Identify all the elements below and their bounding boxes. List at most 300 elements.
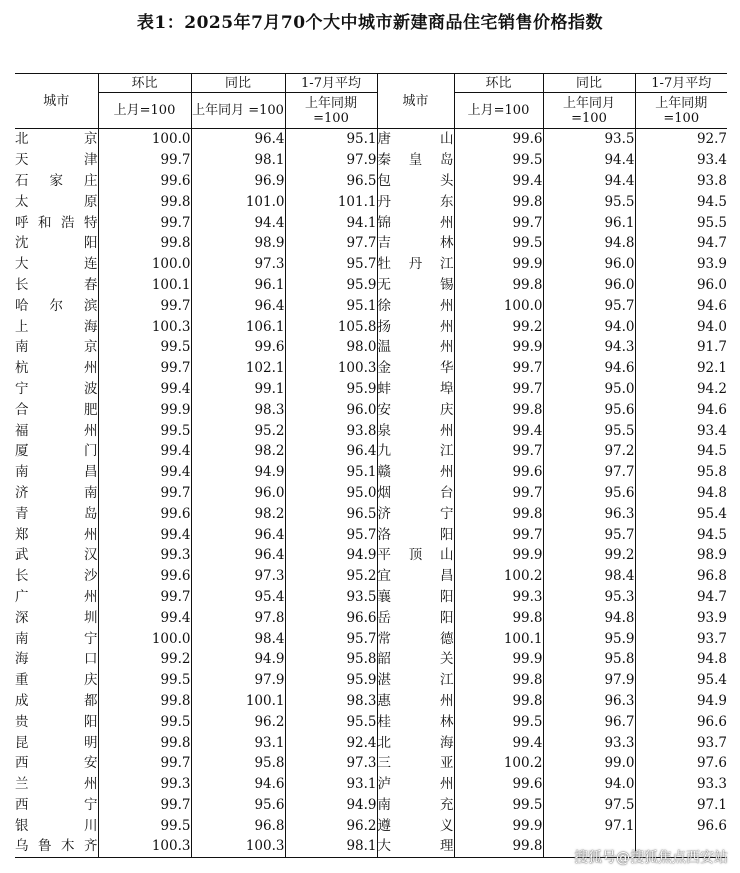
table-row	[15, 379, 727, 400]
mom-right-cell: 99.7	[454, 358, 543, 379]
city-left-cell: 济南	[15, 484, 98, 501]
avg-right-cell: 94.7	[635, 587, 727, 608]
yoy-header-left: 同比	[191, 74, 285, 93]
mom-right-cell: 99.5	[454, 795, 543, 816]
avg-left-cell: 97.9	[285, 150, 377, 171]
city-right-cell: 惠州	[377, 691, 454, 712]
mom-right-cell: 99.3	[454, 587, 543, 608]
mom-right-cell: 99.5	[454, 150, 543, 171]
table-row	[15, 441, 727, 462]
city-right-cell: 大理	[377, 836, 454, 857]
yoy-right-cell: 96.7	[543, 711, 635, 732]
yoy-right-cell: 96.1	[543, 212, 635, 233]
yoy-right-cell: 95.9	[543, 628, 635, 649]
avg-left-cell: 98.3	[285, 691, 377, 712]
yoy-right-cell: 95.6	[543, 483, 635, 504]
yoy-right-cell: 95.6	[543, 399, 635, 420]
yoy-right-cell: 97.7	[543, 462, 635, 483]
city-left-cell: 南京	[15, 339, 98, 356]
city-right-cell: 温州	[377, 337, 454, 358]
avg-left-cell: 95.8	[285, 649, 377, 670]
table-row	[15, 316, 727, 337]
city-left-cell: 宁波	[15, 380, 98, 397]
city-right-cell: 九江	[377, 441, 454, 462]
table-row	[15, 711, 727, 732]
avg-left-cell: 95.9	[285, 379, 377, 400]
mom-right-cell: 100.0	[454, 295, 543, 316]
city-right-cell: 泉州	[377, 420, 454, 441]
yoy-left-cell: 94.4	[191, 212, 285, 233]
mom-left-cell: 99.5	[98, 670, 191, 691]
mom-left-cell: 100.0	[98, 129, 191, 150]
city-right-cell: 泸州	[377, 774, 454, 795]
avg-right-cell: 94.6	[635, 295, 727, 316]
mom-right-cell: 99.9	[454, 815, 543, 836]
table-row	[15, 795, 727, 816]
city-left-cell: 长春	[15, 276, 98, 293]
avg-right-cell: 93.9	[635, 254, 727, 275]
mom-right-cell: 99.7	[454, 441, 543, 462]
city-right-cell: 牡丹江	[377, 254, 454, 275]
yoy-right-cell: 94.8	[543, 607, 635, 628]
yoy-header-right: 同比	[543, 74, 635, 93]
city-left-cell: 乌鲁木齐	[15, 836, 98, 857]
yoy-left-cell: 99.1	[191, 379, 285, 400]
avg-header-right: 1-7月平均	[635, 74, 727, 93]
table-row	[15, 691, 727, 712]
yoy-right-cell: 98.4	[543, 566, 635, 587]
mom-left-cell: 99.7	[98, 358, 191, 379]
table-row	[15, 815, 727, 836]
avg-left-cell: 105.8	[285, 316, 377, 337]
avg-left-cell: 94.9	[285, 545, 377, 566]
yoy-right-cell: 94.6	[543, 358, 635, 379]
mom-left-cell: 99.4	[98, 462, 191, 483]
mom-right-cell: 99.9	[454, 337, 543, 358]
avg-left-cell: 92.4	[285, 732, 377, 753]
avg-left-cell: 95.2	[285, 566, 377, 587]
yoy-left-cell: 101.0	[191, 191, 285, 212]
mom-left-cell: 99.7	[98, 753, 191, 774]
yoy-left-cell: 102.1	[191, 358, 285, 379]
mom-right-cell: 99.8	[454, 503, 543, 524]
yoy-left-cell: 95.2	[191, 420, 285, 441]
city-right-cell: 遵义	[377, 815, 454, 836]
mom-left-cell: 100.0	[98, 628, 191, 649]
avg-subheader-left: 上年同期 =100	[285, 93, 377, 129]
yoy-left-cell: 98.4	[191, 628, 285, 649]
avg-right-cell: 95.8	[635, 462, 727, 483]
city-column-header-right: 城市	[377, 74, 454, 129]
avg-header-left: 1-7月平均	[285, 74, 377, 93]
avg-right-cell: 95.4	[635, 670, 727, 691]
avg-right-cell: 93.7	[635, 628, 727, 649]
yoy-right-cell: 95.5	[543, 420, 635, 441]
yoy-right-cell: 96.0	[543, 254, 635, 275]
avg-left-cell: 98.0	[285, 337, 377, 358]
avg-left-cell: 95.7	[285, 254, 377, 275]
avg-right-cell: 93.8	[635, 171, 727, 192]
mom-left-cell: 100.0	[98, 254, 191, 275]
city-left-cell: 福州	[15, 422, 98, 439]
avg-right-cell: 97.1	[635, 795, 727, 816]
yoy-left-cell: 95.4	[191, 587, 285, 608]
table-row	[15, 191, 727, 212]
city-left-cell: 银川	[15, 817, 98, 834]
mom-left-cell: 99.5	[98, 815, 191, 836]
city-left-cell: 合肥	[15, 401, 98, 418]
table-row	[15, 607, 727, 628]
yoy-right-cell: 95.3	[543, 587, 635, 608]
mom-right-cell: 99.7	[454, 379, 543, 400]
yoy-left-cell: 98.2	[191, 441, 285, 462]
avg-right-cell: 96.0	[635, 275, 727, 296]
yoy-left-cell: 96.9	[191, 171, 285, 192]
city-right-cell: 桂林	[377, 711, 454, 732]
avg-subheader-right: 上年同期 =100	[635, 93, 727, 129]
city-left-cell: 广州	[15, 588, 98, 605]
table-row	[15, 753, 727, 774]
yoy-subheader-right: 上年同月 =100	[543, 93, 635, 129]
yoy-left-cell: 96.1	[191, 275, 285, 296]
city-left-cell: 长沙	[15, 568, 98, 585]
mom-left-cell: 99.4	[98, 524, 191, 545]
mom-right-cell: 100.1	[454, 628, 543, 649]
price-index-table	[15, 73, 727, 858]
mom-left-cell: 99.5	[98, 420, 191, 441]
city-right-cell: 扬州	[377, 316, 454, 337]
avg-left-cell: 93.5	[285, 587, 377, 608]
city-right-cell: 唐山	[377, 129, 454, 150]
mom-header-right: 环比	[454, 74, 543, 93]
yoy-left-cell: 96.4	[191, 524, 285, 545]
city-left-cell: 呼和浩特	[15, 214, 98, 231]
mom-left-cell: 99.3	[98, 774, 191, 795]
mom-right-cell: 99.6	[454, 462, 543, 483]
city-right-cell: 徐州	[377, 295, 454, 316]
table-row	[15, 649, 727, 670]
avg-left-cell: 95.1	[285, 462, 377, 483]
table-row	[15, 732, 727, 753]
table-body	[15, 129, 727, 858]
avg-left-cell: 95.7	[285, 628, 377, 649]
table-row	[15, 483, 727, 504]
mom-left-cell: 99.7	[98, 150, 191, 171]
mom-right-cell: 99.8	[454, 399, 543, 420]
table-row	[15, 545, 727, 566]
yoy-left-cell: 96.0	[191, 483, 285, 504]
yoy-left-cell: 98.2	[191, 503, 285, 524]
avg-right-cell: 95.4	[635, 503, 727, 524]
yoy-left-cell: 96.4	[191, 295, 285, 316]
mom-right-cell: 99.9	[454, 545, 543, 566]
avg-right-cell: 94.5	[635, 191, 727, 212]
mom-header-left: 环比	[98, 74, 191, 93]
yoy-right-cell: 95.8	[543, 649, 635, 670]
mom-right-cell: 99.9	[454, 649, 543, 670]
avg-left-cell: 96.5	[285, 503, 377, 524]
city-right-cell: 锦州	[377, 212, 454, 233]
mom-left-cell: 100.3	[98, 836, 191, 857]
yoy-left-cell: 100.3	[191, 836, 285, 857]
mom-left-cell: 99.8	[98, 191, 191, 212]
avg-left-cell: 96.6	[285, 607, 377, 628]
yoy-left-cell: 97.3	[191, 566, 285, 587]
yoy-left-cell: 100.1	[191, 691, 285, 712]
mom-left-cell: 99.6	[98, 503, 191, 524]
mom-left-cell: 99.9	[98, 399, 191, 420]
avg-right-cell: 98.9	[635, 545, 727, 566]
table-row	[15, 129, 727, 150]
yoy-right-cell: 94.0	[543, 316, 635, 337]
city-left-cell: 南宁	[15, 630, 98, 647]
yoy-left-cell: 97.9	[191, 670, 285, 691]
avg-left-cell: 96.5	[285, 171, 377, 192]
yoy-right-cell: 94.4	[543, 171, 635, 192]
mom-left-cell: 99.4	[98, 441, 191, 462]
city-right-cell: 蚌埠	[377, 379, 454, 400]
yoy-left-cell: 93.1	[191, 732, 285, 753]
city-left-cell: 西安	[15, 755, 98, 772]
yoy-right-cell: 97.2	[543, 441, 635, 462]
table-row	[15, 254, 727, 275]
table-row	[15, 358, 727, 379]
avg-left-cell: 101.1	[285, 191, 377, 212]
mom-left-cell: 99.8	[98, 732, 191, 753]
mom-right-cell: 99.6	[454, 774, 543, 795]
yoy-right-cell: 95.7	[543, 295, 635, 316]
city-left-cell: 重庆	[15, 672, 98, 689]
yoy-right-cell: 95.0	[543, 379, 635, 400]
city-left-cell: 海口	[15, 651, 98, 668]
yoy-left-cell: 98.9	[191, 233, 285, 254]
table-row	[15, 150, 727, 171]
yoy-right-cell: 95.5	[543, 191, 635, 212]
city-right-cell: 赣州	[377, 462, 454, 483]
city-left-cell: 昆明	[15, 734, 98, 751]
mom-left-cell: 99.6	[98, 171, 191, 192]
city-left-cell: 厦门	[15, 443, 98, 460]
yoy-left-cell: 96.2	[191, 711, 285, 732]
avg-right-cell: 96.6	[635, 711, 727, 732]
mom-right-cell: 99.8	[454, 691, 543, 712]
city-left-cell: 天津	[15, 152, 98, 169]
avg-right-cell: 94.0	[635, 316, 727, 337]
city-column-header-left: 城市	[15, 74, 98, 129]
avg-left-cell: 100.3	[285, 358, 377, 379]
mom-right-cell: 99.4	[454, 420, 543, 441]
yoy-right-cell: 93.3	[543, 732, 635, 753]
city-left-cell: 西宁	[15, 796, 98, 813]
yoy-right-cell: 94.0	[543, 774, 635, 795]
avg-left-cell: 94.1	[285, 212, 377, 233]
yoy-left-cell: 95.8	[191, 753, 285, 774]
avg-left-cell: 97.7	[285, 233, 377, 254]
city-left-cell: 南昌	[15, 464, 98, 481]
avg-left-cell: 98.1	[285, 836, 377, 857]
city-left-cell: 武汉	[15, 547, 98, 564]
city-left-cell: 兰州	[15, 776, 98, 793]
avg-right-cell: 92.1	[635, 358, 727, 379]
city-right-cell: 襄阳	[377, 587, 454, 608]
avg-right-cell: 94.8	[635, 649, 727, 670]
yoy-right-cell: 94.3	[543, 337, 635, 358]
yoy-right-cell: 97.1	[543, 815, 635, 836]
yoy-left-cell: 94.9	[191, 462, 285, 483]
yoy-subheader-left: 上年同月 =100	[191, 93, 285, 129]
avg-right-cell: 96.8	[635, 566, 727, 587]
mom-left-cell: 99.8	[98, 233, 191, 254]
city-left-cell: 杭州	[15, 360, 98, 377]
avg-left-cell: 95.9	[285, 275, 377, 296]
mom-left-cell: 99.3	[98, 545, 191, 566]
avg-left-cell: 95.7	[285, 524, 377, 545]
yoy-left-cell: 106.1	[191, 316, 285, 337]
city-left-cell: 上海	[15, 318, 98, 335]
mom-right-cell: 99.8	[454, 191, 543, 212]
yoy-left-cell: 94.6	[191, 774, 285, 795]
city-right-cell: 北海	[377, 732, 454, 753]
yoy-right-cell: 96.3	[543, 691, 635, 712]
yoy-right-cell: 97.9	[543, 670, 635, 691]
avg-right-cell: 95.5	[635, 212, 727, 233]
avg-right-cell: 94.5	[635, 524, 727, 545]
mom-right-cell: 99.9	[454, 254, 543, 275]
mom-left-cell: 100.1	[98, 275, 191, 296]
table-row	[15, 212, 727, 233]
avg-right-cell: 97.6	[635, 753, 727, 774]
mom-right-cell: 99.8	[454, 670, 543, 691]
avg-right-cell: 93.4	[635, 150, 727, 171]
yoy-left-cell: 97.3	[191, 254, 285, 275]
avg-right-cell: 94.7	[635, 233, 727, 254]
yoy-left-cell: 96.4	[191, 129, 285, 150]
table-row	[15, 628, 727, 649]
table-row	[15, 399, 727, 420]
avg-left-cell: 95.0	[285, 483, 377, 504]
city-right-cell: 无锡	[377, 275, 454, 296]
yoy-left-cell: 95.6	[191, 795, 285, 816]
mom-subheader-left: 上月=100	[98, 93, 191, 129]
avg-left-cell: 96.4	[285, 441, 377, 462]
avg-right-cell: 96.6	[635, 815, 727, 836]
mom-left-cell: 100.3	[98, 316, 191, 337]
avg-right-cell: 93.4	[635, 420, 727, 441]
yoy-left-cell: 96.8	[191, 815, 285, 836]
avg-left-cell: 94.9	[285, 795, 377, 816]
avg-right-cell: 93.3	[635, 774, 727, 795]
yoy-right-cell: 96.3	[543, 503, 635, 524]
mom-right-cell: 99.7	[454, 483, 543, 504]
city-right-cell: 金华	[377, 358, 454, 379]
avg-right-cell: 91.7	[635, 337, 727, 358]
table-row	[15, 774, 727, 795]
yoy-right-cell: 93.5	[543, 129, 635, 150]
avg-right-cell: 94.2	[635, 379, 727, 400]
avg-left-cell: 95.1	[285, 295, 377, 316]
city-right-cell: 洛阳	[377, 524, 454, 545]
table-row	[15, 171, 727, 192]
avg-left-cell: 95.1	[285, 129, 377, 150]
city-right-cell: 三亚	[377, 753, 454, 774]
yoy-left-cell: 98.1	[191, 150, 285, 171]
table-row	[15, 275, 727, 296]
mom-left-cell: 99.7	[98, 587, 191, 608]
yoy-right-cell: 96.0	[543, 275, 635, 296]
yoy-right-cell: 95.7	[543, 524, 635, 545]
mom-left-cell: 99.4	[98, 607, 191, 628]
city-left-cell: 大连	[15, 256, 98, 273]
avg-left-cell: 93.1	[285, 774, 377, 795]
city-right-cell: 安庆	[377, 399, 454, 420]
avg-left-cell: 95.5	[285, 711, 377, 732]
mom-left-cell: 99.5	[98, 711, 191, 732]
yoy-left-cell: 99.6	[191, 337, 285, 358]
city-right-cell: 烟台	[377, 483, 454, 504]
watermark: 搜狐号@搜狐焦点西安站	[574, 850, 728, 866]
mom-left-cell: 99.8	[98, 691, 191, 712]
mom-right-cell: 100.2	[454, 753, 543, 774]
avg-right-cell: 94.5	[635, 441, 727, 462]
city-right-cell: 岳阳	[377, 607, 454, 628]
yoy-right-cell: 97.5	[543, 795, 635, 816]
yoy-right-cell: 94.8	[543, 233, 635, 254]
yoy-left-cell: 94.9	[191, 649, 285, 670]
avg-right-cell: 93.9	[635, 607, 727, 628]
yoy-left-cell: 97.8	[191, 607, 285, 628]
yoy-left-cell: 98.3	[191, 399, 285, 420]
avg-right-cell: 93.7	[635, 732, 727, 753]
table-title: 表1：2025年7月70个大中城市新建商品住宅销售价格指数	[136, 13, 604, 33]
table-row	[15, 233, 727, 254]
mom-right-cell: 99.7	[454, 524, 543, 545]
mom-right-cell: 99.6	[454, 129, 543, 150]
avg-left-cell: 93.8	[285, 420, 377, 441]
table-row	[15, 524, 727, 545]
avg-left-cell: 97.3	[285, 753, 377, 774]
city-right-cell: 南充	[377, 795, 454, 816]
mom-right-cell: 99.4	[454, 171, 543, 192]
city-left-cell: 石家庄	[15, 172, 98, 189]
table-row	[15, 503, 727, 524]
city-right-cell: 韶关	[377, 649, 454, 670]
table-row	[15, 566, 727, 587]
table-row	[15, 462, 727, 483]
yoy-left-cell: 96.4	[191, 545, 285, 566]
city-right-cell: 吉林	[377, 233, 454, 254]
city-right-cell: 济宁	[377, 503, 454, 524]
city-left-cell: 郑州	[15, 526, 98, 543]
city-left-cell: 青岛	[15, 505, 98, 522]
avg-right-cell: 94.6	[635, 399, 727, 420]
avg-left-cell: 96.0	[285, 399, 377, 420]
mom-left-cell: 99.4	[98, 379, 191, 400]
city-right-cell: 丹东	[377, 191, 454, 212]
city-left-cell: 贵阳	[15, 713, 98, 730]
city-left-cell: 沈阳	[15, 235, 98, 252]
mom-right-cell: 99.7	[454, 212, 543, 233]
mom-right-cell: 99.4	[454, 732, 543, 753]
yoy-right-cell: 99.2	[543, 545, 635, 566]
mom-left-cell: 99.2	[98, 649, 191, 670]
mom-right-cell: 99.8	[454, 275, 543, 296]
mom-left-cell: 99.7	[98, 295, 191, 316]
yoy-right-cell: 94.4	[543, 150, 635, 171]
table-row	[15, 587, 727, 608]
table-row	[15, 337, 727, 358]
mom-right-cell: 99.8	[454, 607, 543, 628]
avg-left-cell: 95.9	[285, 670, 377, 691]
